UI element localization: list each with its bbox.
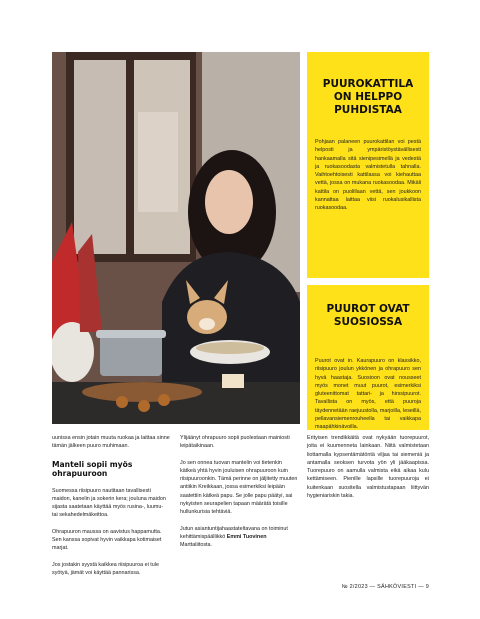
paragraph-credit (180, 525, 298, 550)
page-footer: № 2/2023 — SÄHKÖVIESTI — 9 (341, 584, 429, 590)
article-column-1 (52, 434, 170, 585)
article-column-2 (180, 434, 298, 558)
expert-name: Emmi Tuovinen (226, 533, 267, 540)
photo-illustration (52, 52, 300, 424)
box-title: PUUROKATTILA ON HELPPO PUHDISTAA (322, 78, 414, 116)
paragraph: Erityisen trendikkäitä ovat nykyään tuorepuurot, joita ei kuumenneta lainkaan. Niitä valmistetaan liottamalla kypsentämätöntä viljaa tai siemeniä ja antamalla seoksen turvota yön yli jääkaapissa. Tuorepuuro on aamulla valmista eikä aikaa kulu kettämiseen. Pienille lapsille tuorepuuroja ei kuitenkaan suositella valmistustapaan liittyvän hygieniariskin takia. (307, 435, 429, 500)
credit-text-end: Marttaliitosta. (180, 542, 213, 549)
paragraph: Ohrapuuron maussa on aavistus happamutta. Sen kanssa sopivat hyvin vaikkapa kotimaiset marjat. (52, 528, 162, 552)
paragraph: Jos jostakin syystä kaikkea riisipuuroa ei tule syötyä, jämät voi käyttää pannarissa. (52, 561, 159, 576)
subheading: Manteli sopii myös ohrapuuroon (52, 459, 133, 478)
info-box-pot-cleaning (307, 52, 429, 278)
credit-text: Jutun asiantuntijahaastateltavana on toiminut kehittämispäällikkö (180, 525, 288, 540)
paragraph: Suomessa riisipuuro nautitaan tavallisesti maidon, kanelin ja sokerin kera; joulunа maidon sijasta saatetaan käyttää myös rusina-, luumu- tai sekahedelmäkeittoa. (52, 487, 166, 519)
info-box-porridge-popularity (307, 285, 429, 430)
paragraph: Ylijäänyt ohrapuuro sopii puolestaan mainiosti leipätaikinaan. (180, 435, 290, 450)
box-text: Pohjaan palaneen puurokattilan voi pestä helposti ja ympäristöystävällisesti hankaamalla sitä sienipesimellä ja vedestä ja ruokasoodasta valmistetulla tahnalla. Vaihtoehtoisesti kattilassa voi kiehauttaa vettä, jossa on mukana ruokasoodaa. Mikäli kattila on puolillaan vettä, sen joukkoon kannattaa laittaa viisi ruokalusikallista ruokasoodaa. (315, 139, 421, 212)
box-text: Puurot ovat in. Kaurapuuro on klassikko, riisipuuro joulun ykkönen ja ohrapuuro sen hyvä haastaja. Suosioon ovat nousseet myös monet muut puurot, esimerkiksi gluteenittomat tattari- ja hirssipuurot. Tavallista on myös, että puuroja täydennetään raejuustolla, marjoilla, leseillä, pellavansiemenrouheella tai vaikkapa maapähkinävoilla. (315, 358, 421, 431)
box-title: PUUROT OVAT SUOSIOSSA (326, 303, 410, 328)
paragraph: Jo sen onnea tuovan mantelin voi tietenkin kätkeä yhtä hyvin jouluisen ohrapuuroon kuin riisipuuroonkin. Tämä perinne on jäljitetty muuten antiikin Kreikkaan, jossa esimerkiksi leipään saatettiin kätkeä papu. Se jolle papu päätyi, sai nykyisten seurapelien tapaan määrätä toisille hullunkurisia tehtäviä. (180, 459, 298, 516)
paragraph: uunissa ensin jotain muuta ruokaa ja laittaa sinne tämän jälkeen puuro muhimaan. (52, 435, 170, 450)
article-photo (52, 52, 300, 424)
article-column-3 (307, 434, 429, 508)
